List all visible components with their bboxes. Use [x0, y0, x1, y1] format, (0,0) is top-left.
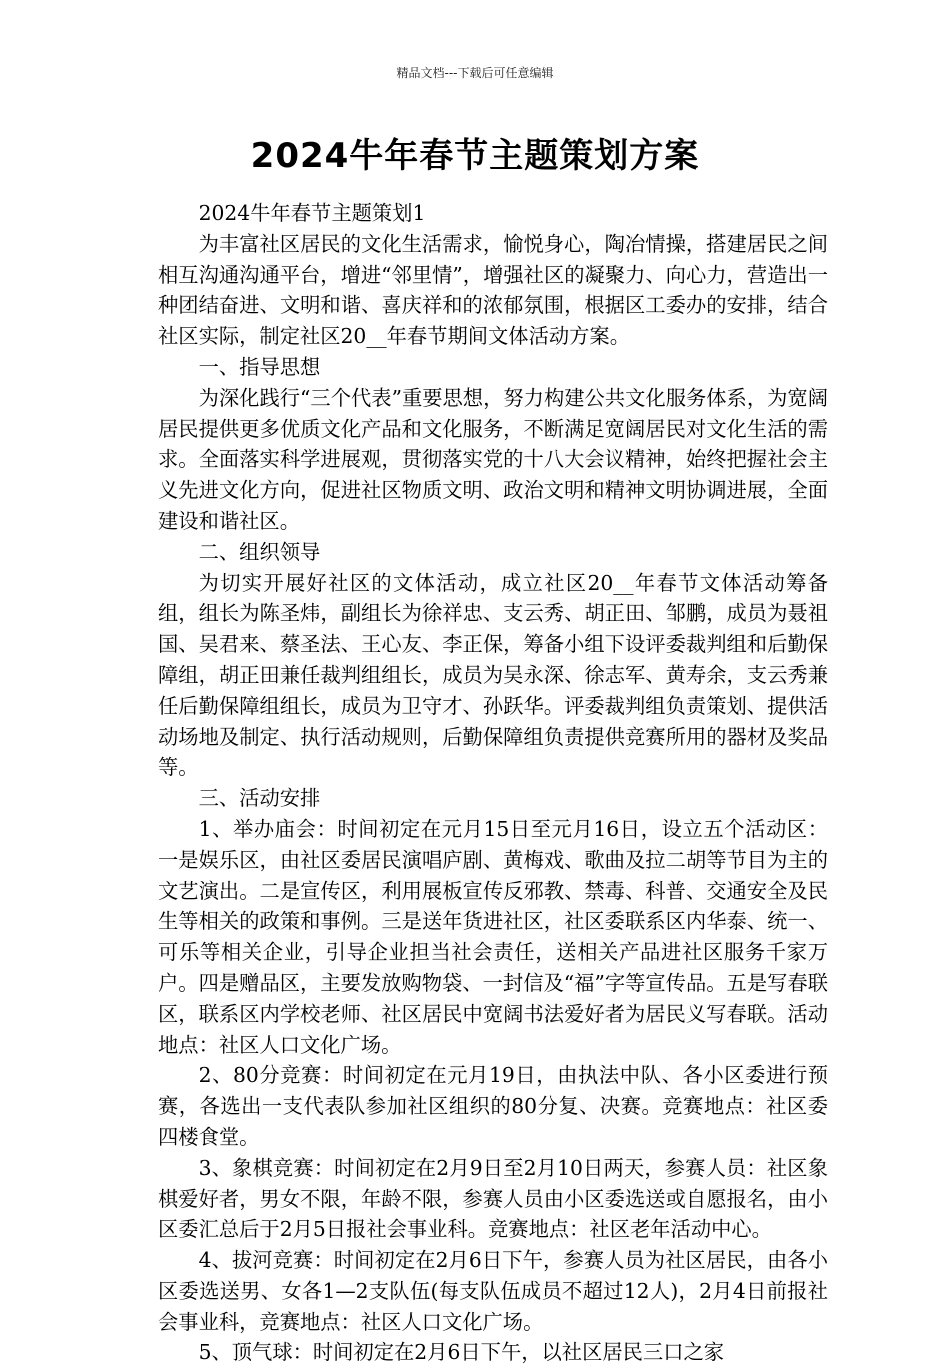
guiding-thought-paragraph: 为深化践行“三个代表”重要思想，努力构建公共文化服务体系，为宽阔居民提供更多优质文化产品和文化服务，不断满足宽阔居民对文化生活的需求。全面落实科学进展观，贯彻落实党的十八大会议精神，始终把握社会主义先进文化方向，促进社区物质文明、政治文明和精神文明协调进展，全面建设和谐社区。 [158, 385, 828, 533]
page-title: 2024牛年春节主题策划方案 [250, 136, 700, 176]
activity-chess-paragraph: 3、象棋竞赛：时间初定在2月9日至2月10日两天，参赛人员：社区象棋爱好者，男女不限，年龄不限，参赛人员由小区委选送或自愿报名，由小区委汇总后于2月5日报社会事业科。竞赛地点：社区老年活动中心。 [158, 1155, 828, 1242]
section-heading-activities: 三、活动安排 [198, 786, 321, 811]
document-body [158, 198, 828, 1368]
activity-temple-fair-paragraph: 1、举办庙会：时间初定在元月15日至元月16日，设立五个活动区：一是娱乐区，由社区委居民演唱庐剧、黄梅戏、歌曲及拉二胡等节目为主的文艺演出。二是宣传区，利用展板宣传反邪教、禁毒、科普、交通安全及民生等相关的政策和事例。三是送年货进社区，社区委联系区内华泰、统一、可乐等相关企业，引导企业担当社会责任，送相关产品进社区服务千家万户。四是赠品区，主要发放购物袋、一封信及“福”字等宣传品。五是写春联区，联系区内学校老师、社区居民中宽阔书法爱好者为居民义写春联。活动地点：社区人口文化广场。 [158, 816, 828, 1057]
activity-80-points-paragraph: 2、80分竞赛：时间初定在元月19日，由执法中队、各小区委进行预赛，各选出一支代表队参加社区组织的80分复、决赛。竞赛地点：社区委四楼食堂。 [158, 1063, 828, 1149]
section-heading-guiding-thought: 一、指导思想 [198, 354, 321, 379]
activity-balloon-paragraph: 5、顶气球：时间初定在2月6日下午，以社区居民三口之家 [198, 1340, 725, 1365]
section-heading-organization: 二、组织领导 [198, 539, 321, 564]
subtitle-paragraph: 2024牛年春节主题策划1 [198, 201, 426, 225]
activity-tug-of-war-paragraph: 4、拔河竞赛：时间初定在2月6日下午，参赛人员为社区居民，由各小区委选送男、女各1—2支队伍(每支队伍成员不超过12人)，2月4日前报社会事业科，竞赛地点：社区人口文化广场。 [158, 1248, 828, 1334]
organization-paragraph: 为切实开展好社区的文体活动，成立社区20__年春节文体活动筹备组，组长为陈圣炜，副组长为徐祥忠、支云秀、胡正田、邹鹏，成员为聂祖国、吴君来、蔡圣法、王心友、李正保，筹备小组下设评委裁判组和后勤保障组，胡正田兼任裁判组组长，成员为吴永深、徐志军、黄寿余，支云秀兼任后勤保障组组长，成员为卫守才、孙跃华。评委裁判组负责策划、提供活动场地及制定、执行活动规则，后勤保障组负责提供竞赛所用的器材及奖品等。 [158, 570, 828, 780]
intro-paragraph: 为丰富社区居民的文化生活需求，愉悦身心，陶冶情操，搭建居民之间相互沟通沟通平台，增进“邻里情”，增强社区的凝聚力、向心力，营造出一种团结奋进、文明和谐、喜庆祥和的浓郁氛围，根据区工委办的安排，结合社区实际，制定社区20__年春节期间文体活动方案。 [158, 231, 828, 349]
header-note: 精品文档---下载后可任意编辑 [396, 66, 554, 80]
